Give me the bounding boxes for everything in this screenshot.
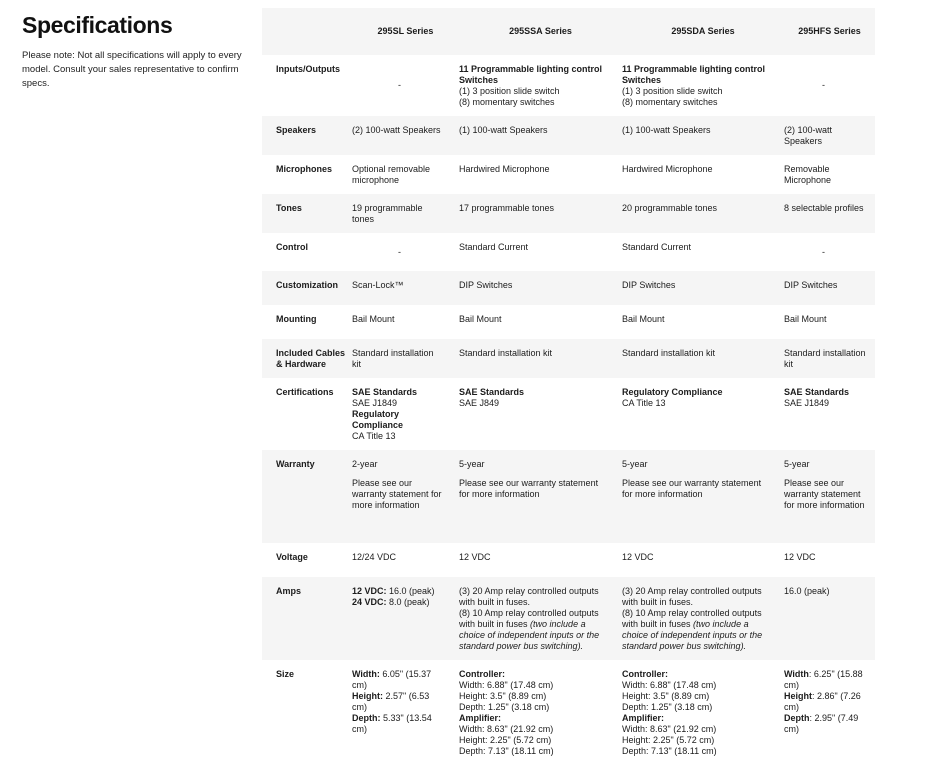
text-segment: 12/24 VDC (352, 552, 397, 562)
text-segment: DIP Switches (784, 280, 838, 290)
table-cell (784, 194, 875, 233)
text-segment: 12 VDC (784, 552, 816, 562)
cell-line (622, 669, 772, 680)
text-segment: 2.57" (6.53 cm) (352, 691, 430, 712)
text-segment: Regulatory Compliance (622, 387, 723, 397)
cell-line (352, 713, 443, 735)
table-row (262, 378, 875, 450)
cell-line (622, 459, 772, 470)
cell-line (352, 348, 443, 370)
cell-line (459, 669, 610, 680)
table-cell (784, 116, 875, 155)
row-label: Customization (276, 280, 338, 290)
cell-line (459, 164, 610, 175)
cell-line (622, 691, 772, 702)
text-segment: (1) 3 position slide switch (459, 86, 560, 96)
table-row (262, 660, 875, 772)
text-segment: SAE Standards (459, 387, 525, 397)
table-cell (784, 378, 875, 450)
cell-line (784, 280, 871, 291)
table-cell (784, 339, 875, 378)
table-cell (622, 155, 784, 194)
table-cell (352, 577, 459, 660)
cell-line (459, 691, 610, 702)
text-segment: Hardwired Microphone (459, 164, 550, 174)
row-label: Voltage (276, 552, 308, 562)
table-cell (352, 233, 459, 271)
cell-line (352, 280, 443, 291)
page-note: Please note: Not all specifications will apply to every model. Consult your sales representative to confirm specs. (22, 50, 242, 89)
text-segment: 12 VDC: (352, 586, 387, 596)
cell-line (459, 586, 610, 608)
cell-line (784, 125, 871, 147)
row-label: Included Cables & Hardware (276, 348, 346, 369)
cell-line (784, 586, 871, 597)
text-segment: 24 VDC: (352, 597, 387, 607)
text-segment: Standard Current (459, 242, 529, 252)
table-cell (352, 55, 459, 116)
row-label: Microphones (276, 164, 333, 174)
cell-line (352, 669, 443, 691)
table-row (262, 116, 875, 155)
cell-line (352, 387, 443, 398)
text-segment: 5.33" (13.54 cm) (352, 713, 432, 734)
text-segment: Regulatory Compliance (352, 409, 404, 430)
table-row (262, 55, 875, 116)
text-segment: 20 programmable tones (622, 203, 718, 213)
table-cell (459, 543, 622, 577)
table-row (262, 233, 875, 271)
cell-line (352, 552, 443, 563)
cell-line (622, 242, 772, 253)
text-segment: SAE Standards (784, 387, 850, 397)
not-applicable-dash: - (398, 246, 401, 257)
text-segment: (two include a choice of independent inputs or the standard power bus switching). (459, 619, 600, 651)
text-segment: Height: 3.5" (8.89 cm) (622, 691, 710, 701)
cell-line (459, 478, 610, 500)
spec-table-head (262, 8, 875, 55)
row-label: Warranty (276, 459, 315, 469)
table-cell (622, 116, 784, 155)
table-cell (622, 660, 784, 772)
table-row (262, 450, 875, 543)
cell-line (459, 713, 610, 724)
cell-line (622, 86, 772, 97)
text-segment: (two include a choice of independent inputs or the standard power bus switching). (622, 619, 763, 651)
cell-line (459, 348, 610, 359)
table-cell (459, 577, 622, 660)
cell-line (459, 702, 610, 713)
table-cell (459, 378, 622, 450)
text-segment: 8.0 (peak) (386, 597, 430, 607)
text-segment: Amplifier: (622, 713, 665, 723)
text-segment: 8 selectable profiles (784, 203, 864, 213)
text-segment: Width: 6.88" (17.48 cm) (622, 680, 717, 690)
cell-line (784, 552, 871, 563)
cell-line (784, 691, 871, 713)
cell-line (784, 387, 871, 398)
cell-line (622, 314, 772, 325)
cell-line (459, 735, 610, 746)
table-cell (352, 450, 459, 543)
text-segment: Standard installation kit (459, 348, 553, 358)
cell-line (352, 597, 443, 608)
column-header: 295SSA Series (509, 26, 572, 36)
cell-line (352, 459, 443, 470)
text-segment: Width (784, 669, 809, 679)
cell-line (459, 203, 610, 214)
text-segment: SAE Standards (352, 387, 418, 397)
not-applicable-dash: - (822, 246, 825, 257)
text-segment: Width: (352, 669, 380, 679)
text-segment: CA Title 13 (622, 398, 666, 408)
spec-table-body (262, 55, 875, 772)
table-cell (622, 450, 784, 543)
text-segment: 19 programmable tones (352, 203, 423, 224)
table-cell (784, 660, 875, 772)
table-row (262, 271, 875, 305)
text-segment: Please see our warranty statement for more information (784, 478, 865, 510)
text-segment: (3) 20 Amp relay controlled outputs with built in fuses. (622, 586, 762, 607)
table-cell (459, 271, 622, 305)
cell-line (459, 86, 610, 97)
cell-line (622, 164, 772, 175)
cell-line (459, 242, 610, 253)
not-applicable-dash: - (398, 80, 401, 90)
table-cell (459, 155, 622, 194)
table-row (262, 339, 875, 378)
cell-line (622, 735, 772, 746)
column-header: 295SDA Series (671, 26, 735, 36)
cell-line (622, 280, 772, 291)
table-cell (459, 233, 622, 271)
text-segment: DIP Switches (622, 280, 676, 290)
cell-line (784, 203, 871, 214)
table-row (262, 577, 875, 660)
cell-line (622, 680, 772, 691)
cell-line (459, 680, 610, 691)
text-segment: Depth (784, 713, 810, 723)
cell-line (622, 348, 772, 359)
cell-line (352, 203, 443, 225)
text-segment: 6.05" (15.37 cm) (352, 669, 432, 690)
table-cell (622, 55, 784, 116)
text-segment: Standard installation kit (352, 348, 434, 369)
text-segment: Standard Current (622, 242, 692, 252)
table-row (262, 194, 875, 233)
text-segment: Hardwired Microphone (622, 164, 713, 174)
text-segment: 2-year (352, 459, 378, 469)
table-cell (352, 339, 459, 378)
text-segment: Depth: 7.13" (18.11 cm) (622, 746, 717, 756)
spec-table (262, 8, 875, 772)
text-segment: Bail Mount (352, 314, 395, 324)
text-segment: 11 Programmable lighting control Switches (622, 64, 766, 85)
table-cell (352, 116, 459, 155)
table-cell (784, 543, 875, 577)
cell-line (622, 746, 772, 757)
text-segment: Width: 8.63" (21.92 cm) (622, 724, 717, 734)
cell-line (622, 702, 772, 713)
table-row (262, 305, 875, 339)
table-cell (352, 194, 459, 233)
table-cell (459, 660, 622, 772)
text-segment: (8) 10 Amp relay controlled outputs with built in fuses (459, 608, 599, 629)
table-cell (459, 55, 622, 116)
text-segment: Please see our warranty statement for more information (459, 478, 599, 499)
text-segment: 12 VDC (622, 552, 654, 562)
table-cell (622, 543, 784, 577)
table-cell (622, 233, 784, 271)
text-segment: (2) 100-watt Speakers (352, 125, 441, 135)
column-header: 295HFS Series (798, 26, 861, 36)
cell-line (784, 478, 871, 511)
cell-line (622, 398, 772, 409)
table-cell (459, 305, 622, 339)
row-label: Control (276, 242, 308, 252)
text-segment: SAE J1849 (352, 398, 398, 408)
cell-line (622, 586, 772, 608)
cell-line (784, 398, 871, 409)
text-segment: 5-year (622, 459, 648, 469)
text-segment: (2) 100-watt Speakers (784, 125, 833, 146)
text-segment: 17 programmable tones (459, 203, 555, 213)
cell-line (784, 348, 871, 370)
text-segment: (1) 3 position slide switch (622, 86, 723, 96)
table-cell (352, 305, 459, 339)
cell-line (622, 64, 772, 86)
cell-line (459, 459, 610, 470)
cell-line (622, 724, 772, 735)
not-applicable-dash: - (822, 80, 825, 90)
intro-section (22, 12, 250, 90)
line-spacer (459, 470, 610, 478)
table-cell (784, 450, 875, 543)
text-segment: 12 VDC (459, 552, 491, 562)
cell-line (459, 314, 610, 325)
cell-line (352, 398, 443, 409)
table-cell (459, 116, 622, 155)
text-segment: : 6.25" (15.88 cm) (784, 669, 863, 690)
cell-line (352, 478, 443, 511)
table-cell (352, 378, 459, 450)
table-cell (352, 543, 459, 577)
text-segment: 5-year (784, 459, 810, 469)
text-segment: 16.0 (peak) (386, 586, 435, 596)
cell-line (459, 387, 610, 398)
cell-line (784, 713, 871, 735)
cell-line (622, 203, 772, 214)
row-label: Speakers (276, 125, 317, 135)
cell-line (459, 125, 610, 136)
table-row (262, 543, 875, 577)
text-segment: CA Title 13 (352, 431, 396, 441)
text-segment: Depth: 1.25" (3.18 cm) (622, 702, 713, 712)
text-segment: (8) momentary switches (459, 97, 555, 107)
page-title: Specifications (22, 12, 173, 38)
table-cell (784, 55, 875, 116)
cell-line (459, 552, 610, 563)
text-segment: Standard installation kit (784, 348, 866, 369)
cell-line (459, 97, 610, 108)
table-cell (622, 271, 784, 305)
cell-line (352, 409, 443, 431)
table-cell (352, 271, 459, 305)
text-segment: 5-year (459, 459, 485, 469)
cell-line (784, 164, 871, 186)
table-cell (352, 155, 459, 194)
text-segment: (1) 100-watt Speakers (459, 125, 548, 135)
cell-line (622, 125, 772, 136)
line-spacer (352, 470, 443, 478)
cell-line (352, 431, 443, 442)
cell-line (459, 398, 610, 409)
table-cell (622, 577, 784, 660)
text-segment: DIP Switches (459, 280, 513, 290)
cell-line (459, 608, 610, 652)
text-segment: Width: 6.88" (17.48 cm) (459, 680, 554, 690)
cell-line (459, 64, 610, 86)
text-segment: : 2.86" (7.26 cm) (784, 691, 861, 712)
table-cell (784, 233, 875, 271)
row-label: Certifications (276, 387, 334, 397)
cell-line (622, 608, 772, 652)
text-segment: (3) 20 Amp relay controlled outputs with built in fuses. (459, 586, 599, 607)
table-cell (459, 450, 622, 543)
text-segment: Standard installation kit (622, 348, 716, 358)
line-spacer (622, 470, 772, 478)
row-label: Tones (276, 203, 302, 213)
cell-line (622, 97, 772, 108)
cell-line (459, 746, 610, 757)
cell-line (784, 459, 871, 470)
cell-line (459, 280, 610, 291)
text-segment: Height: 2.25" (5.72 cm) (622, 735, 715, 745)
text-segment: Depth: 7.13" (18.11 cm) (459, 746, 554, 756)
text-segment: 16.0 (peak) (784, 586, 830, 596)
text-segment: Bail Mount (622, 314, 665, 324)
text-segment: 11 Programmable lighting control Switches (459, 64, 603, 85)
text-segment: Bail Mount (459, 314, 502, 324)
text-segment: (1) 100-watt Speakers (622, 125, 711, 135)
cell-line (352, 314, 443, 325)
text-segment: : 2.95" (7.49 cm) (784, 713, 859, 734)
text-segment: Depth: 1.25" (3.18 cm) (459, 702, 550, 712)
text-segment: Controller: (459, 669, 505, 679)
cell-line (352, 586, 443, 597)
table-cell (622, 305, 784, 339)
table-cell (784, 305, 875, 339)
row-label: Mounting (276, 314, 317, 324)
table-row (262, 155, 875, 194)
text-segment: Optional removable microphone (352, 164, 431, 185)
text-segment: (8) momentary switches (622, 97, 718, 107)
table-cell (784, 577, 875, 660)
text-segment: Height (784, 691, 812, 701)
text-segment: Height: 3.5" (8.89 cm) (459, 691, 547, 701)
text-segment: Height: 2.25" (5.72 cm) (459, 735, 552, 745)
table-cell (622, 378, 784, 450)
text-segment: Please see our warranty statement for more information (352, 478, 442, 510)
cell-line (352, 691, 443, 713)
table-cell (622, 194, 784, 233)
text-segment: Please see our warranty statement for more information (622, 478, 762, 499)
text-segment: Height: (352, 691, 383, 701)
row-label: Inputs/Outputs (276, 64, 340, 74)
table-cell (459, 194, 622, 233)
row-label: Size (276, 669, 295, 679)
text-segment: Removable Microphone (784, 164, 832, 185)
text-segment: Width: 8.63" (21.92 cm) (459, 724, 554, 734)
line-spacer (784, 470, 871, 478)
table-cell (784, 271, 875, 305)
cell-line (352, 164, 443, 186)
cell-line (622, 478, 772, 500)
cell-line (622, 552, 772, 563)
column-header: 295SL Series (377, 26, 434, 36)
text-segment: Depth: (352, 713, 381, 723)
text-segment: SAE J849 (459, 398, 500, 408)
text-segment: Controller: (622, 669, 668, 679)
cell-line (459, 724, 610, 735)
table-cell (622, 339, 784, 378)
text-segment: Amplifier: (459, 713, 502, 723)
table-cell (459, 339, 622, 378)
text-segment: SAE J1849 (784, 398, 830, 408)
text-segment: Scan-Lock™ (352, 280, 404, 290)
table-cell (784, 155, 875, 194)
cell-line (352, 125, 443, 136)
text-segment: Bail Mount (784, 314, 827, 324)
row-label: Amps (276, 586, 302, 596)
text-segment: (8) 10 Amp relay controlled outputs with built in fuses (622, 608, 762, 629)
table-cell (352, 660, 459, 772)
cell-line (622, 713, 772, 724)
cell-line (784, 669, 871, 691)
cell-line (784, 314, 871, 325)
cell-line (622, 387, 772, 398)
